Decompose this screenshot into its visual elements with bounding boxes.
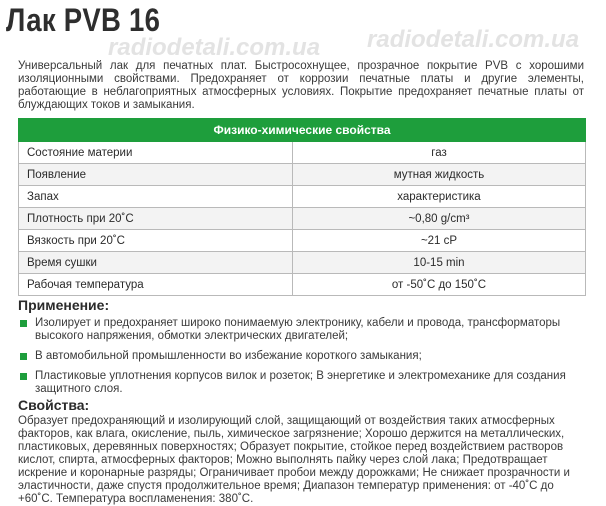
list-item-text: В автомобильной промышленности во избежание короткого замыкания; — [35, 350, 422, 362]
property-value: ~21 cP — [293, 230, 586, 252]
property-value: газ — [293, 142, 586, 164]
property-label: Рабочая температура — [19, 274, 293, 296]
intro-paragraph: Универсальный лак для печатных плат. Быстросохнущее, прозрачное покрытие PVB с хорошими изоляционными свойствами. Предохраняет от коррозии печатные платы и другие элементы, работающие в неблагоприятных атмосферных условиях. Покрытие предохраняет печатные платы от блуждающих токов и замыкания. — [18, 60, 584, 111]
table-header: Физико-химические свойства — [19, 119, 586, 142]
property-label: Состояние материи — [19, 142, 293, 164]
application-heading: Применение: — [18, 297, 110, 313]
page-title: Лак PVB 16 — [6, 2, 161, 38]
list-item — [18, 350, 586, 363]
table-row — [19, 186, 586, 208]
bullet-square-icon — [20, 320, 27, 327]
properties-table — [18, 118, 586, 296]
application-list — [18, 317, 586, 403]
property-value: ~0,80 g/cm³ — [293, 208, 586, 230]
list-item — [18, 370, 586, 396]
table-row — [19, 230, 586, 252]
list-item-text: Пластиковые уплотнения корпусов вилок и розеток; В энергетике и электромеханике для создания защитного слоя. — [35, 370, 566, 395]
property-value: от -50˚С до 150˚С — [293, 274, 586, 296]
bullet-square-icon — [20, 373, 27, 380]
bullet-square-icon — [20, 353, 27, 360]
property-label: Появление — [19, 164, 293, 186]
property-label: Вязкость при 20˚С — [19, 230, 293, 252]
property-value: мутная жидкость — [293, 164, 586, 186]
list-item — [18, 317, 586, 343]
watermark: radiodetali.com.ua — [108, 34, 321, 61]
property-value: характеристика — [293, 186, 586, 208]
property-label: Плотность при 20˚С — [19, 208, 293, 230]
table-row — [19, 142, 586, 164]
table-row — [19, 208, 586, 230]
table-row — [19, 252, 586, 274]
properties-paragraph: Образует предохраняющий и изолирующий слой, защищающий от воздействия таких атмосферных факторов, как влага, окисление, пыль, химическое загрязнение; Хорошо держится на металлических, пластиковых, деревянных поверхностях; Образует покрытие, стойкое перед воздействием растворов кислот, спирта, атмосферных факторов; Можно выполнять пайку через слой лака; Предотвращает искрение и коронарные разряды; Ограничивает пробои между дорожками; Не снижает прозрачности и эластичности, даже спустя продолжительное время; Диапазон температур применения: от -40˚С до +60˚С. Температура воспламенения: 380˚С. — [18, 415, 570, 505]
property-label: Время сушки — [19, 252, 293, 274]
property-value: 10-15 min — [293, 252, 586, 274]
list-item-text: Изолирует и предохраняет широко понимаемую электронику, кабели и провода, трансформаторы высокого напряжения, обмотки электрических двигателей; — [35, 317, 561, 342]
table-row — [19, 164, 586, 186]
property-label: Запах — [19, 186, 293, 208]
table-row — [19, 274, 586, 296]
watermark: radiodetali.com.ua — [367, 26, 580, 53]
properties-heading: Свойства: — [18, 397, 90, 413]
